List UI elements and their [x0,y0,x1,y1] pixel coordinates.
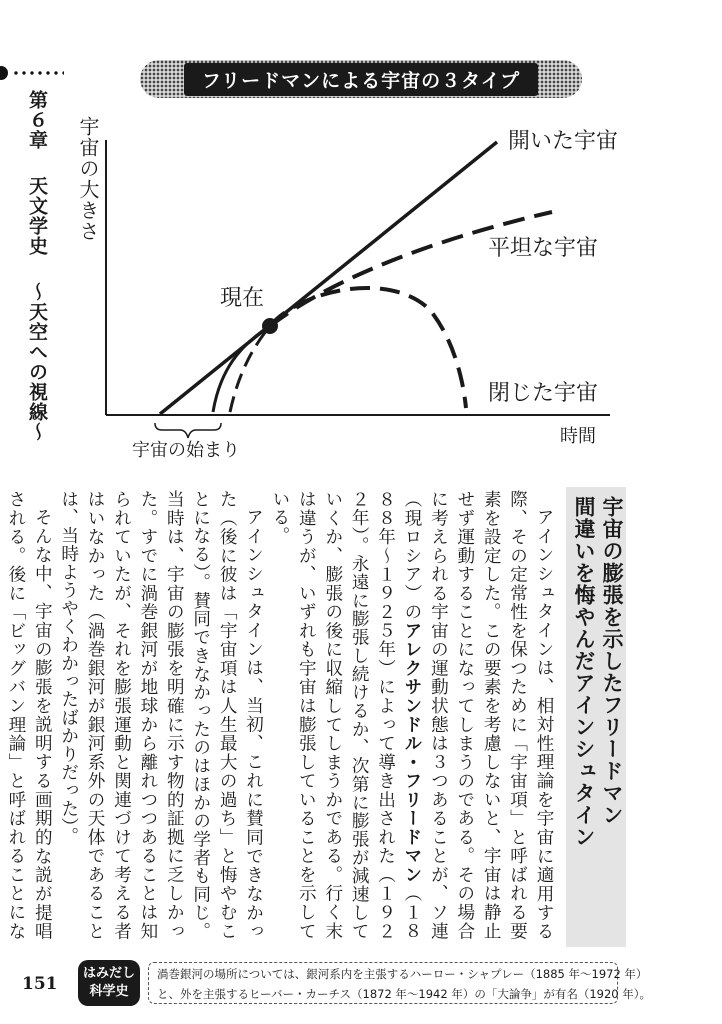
chapter-heading [22,90,52,442]
flat-universe-curve [270,212,552,326]
section-title-line-1: 宇宙の膨張を示したフリードマン [600,496,624,826]
present-point [262,318,278,334]
paragraph-3: そんな中、宇宙の膨張を説明する画期的な説が提唱される。後に「ビッグバン理論」と呼ばれることにな [5,490,53,940]
footnote-box [148,962,652,1004]
open-universe-label: 開いた宇宙 [508,129,619,154]
closed-universe-curve [270,288,466,408]
extra-fact-badge [78,960,140,1006]
x-axis-label: 時間 [560,426,596,447]
footnote-line-1: 渦巻銀河の場所については、銀河系内を主張するハーロー・シャプレー（1885 年〜1972 年） [157,967,648,981]
footnote-line-2: と、外を主張するヒーバー・カーチス（1872 年〜1942 年）の「大論争」が有名（1920 年）。 [157,987,652,1001]
paragraph-2: アインシュタインは、当初、これに賛同できなかった（後に彼は「宇宙項は人生最大の過ち」と悔やむことになる）。賛同できなかったのはほかの学者も同じ。当時は、宇宙の膨張を明確に示す物的証拠に乏しかった。すでに渦巻銀河が地球から離れつつあることは知られていたが、それを膨張運動と関連づけて考える者はいなかった（渦巻銀河が銀河系外の天体であることは、当時ようやくわかったばかりだった）。 [58,490,264,940]
chapter-marker [0,66,66,80]
paragraph-1-text-a: アインシュタインは、相対性理論を宇宙に適用する際、その定常性を保つために「宇宙項」と呼ばれる要素を設定した。この要素を考慮しないと、宇宙は静止せず運動することになってしまうのである。その場合に考えられる宇宙の運動状態は３つあることが、ソ連（現ロシア）の [401,490,554,940]
open-universe-line [160,142,497,414]
paragraph-1-text-b: （１８８８年〜１９２５年）によって導き出された（１９２２年）。永遠に膨張し続けるか、次第に膨張が減速していくか、膨張の後に収縮してしまうかである。行く末は違うが、いずれも宇宙は膨張していることを示している。 [269,490,422,940]
section-title [570,496,626,936]
flat-universe-label: 平坦な宇宙 [488,236,599,261]
article-body [5,490,557,940]
figure-banner [140,60,582,98]
figure-title: フリードマンによる宇宙の３タイプ [184,63,538,96]
badge-line-2: 科学史 [89,984,129,999]
badge-line-1: はみだし [82,966,135,981]
person-name: アレクサンドル・フリードマン [401,621,422,885]
closed-universe-label: 閉じた宇宙 [488,381,599,406]
chapter-title: 天文学史 [26,176,48,256]
marker-dotted-line [12,71,64,75]
chapter-number: 第６章 [26,90,48,150]
present-label: 現在 [220,286,265,311]
universe-types-diagram [70,100,630,470]
section-title-line-2: 間違いを悔やんだアインシュタイン [572,496,596,848]
page-number: 151 [22,974,58,994]
beginning-label: 宇宙の始まり [132,440,240,461]
marker-dot [0,66,8,80]
flat-early-curve [230,326,270,412]
chapter-subtitle: 〜天空への視線〜 [26,282,48,442]
y-axis-label: 宇宙の大きさ [76,116,100,242]
paragraph-1 [267,490,557,940]
beginning-brace [155,423,221,438]
